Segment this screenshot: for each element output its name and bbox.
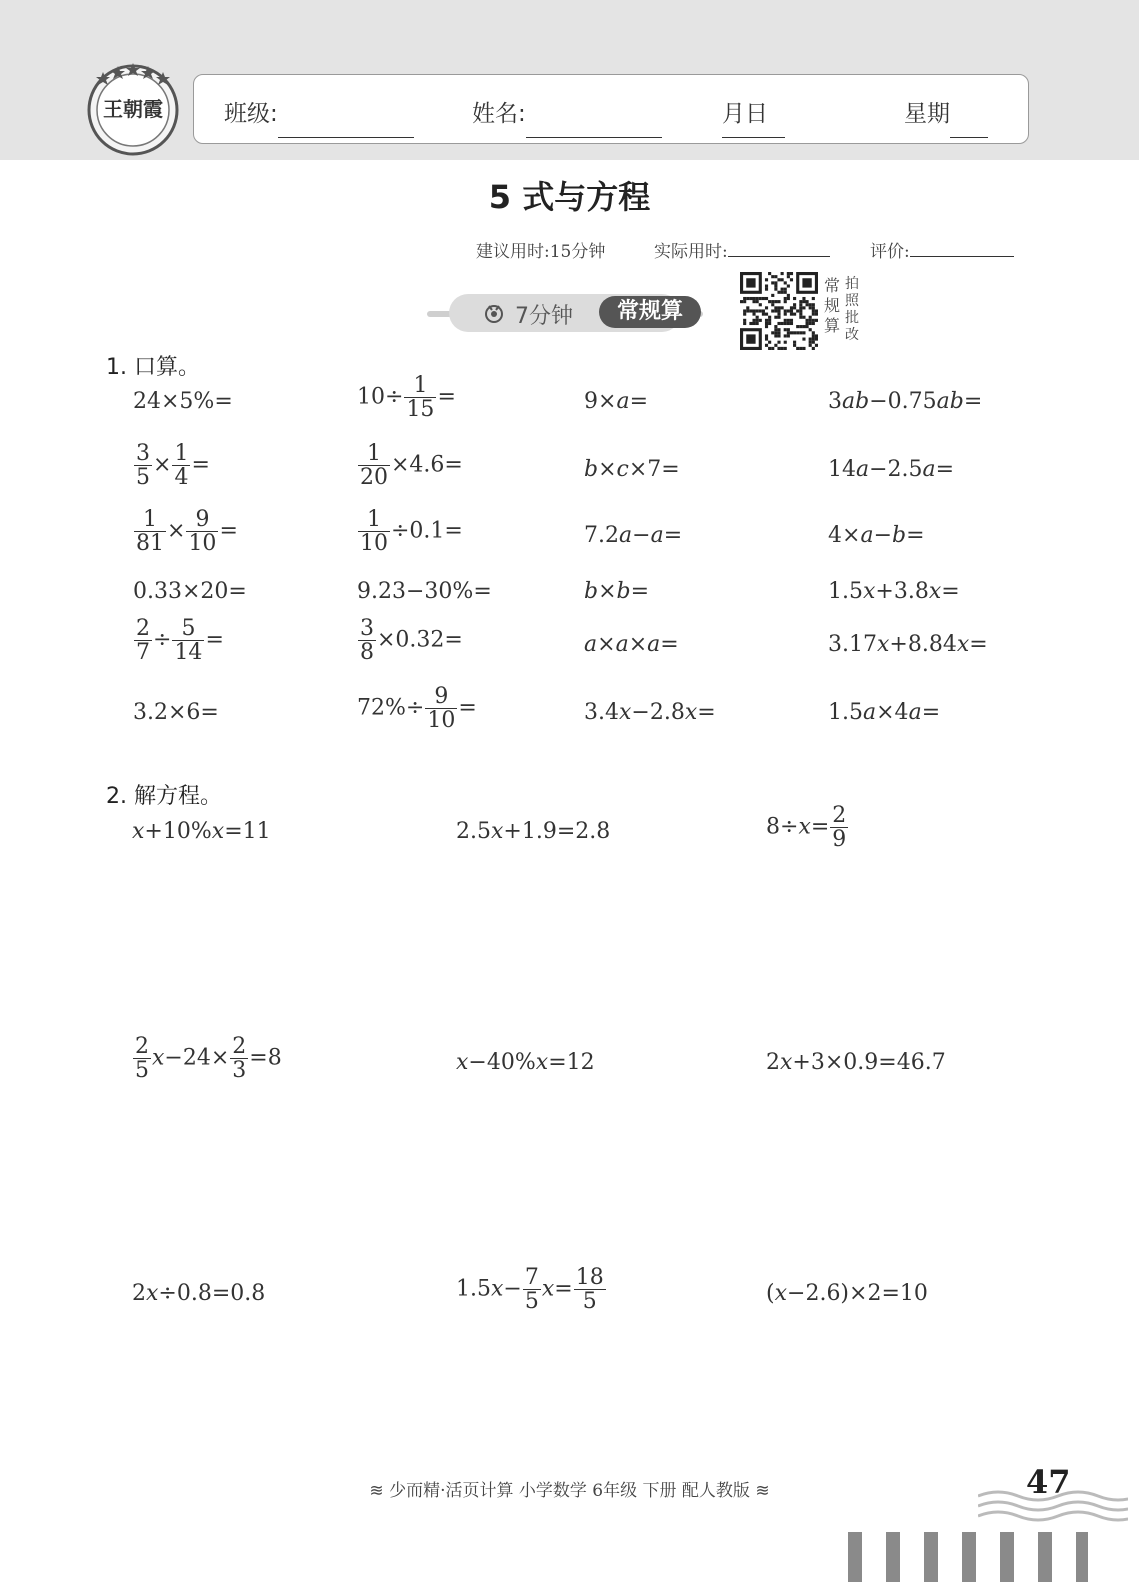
oral-calc-item-5: $\frac{3}{5}$ × $\frac{1}{4}$ = xyxy=(136,441,210,491)
oral-calc-item-7: b×c×7= xyxy=(584,457,680,482)
qr-side-text-1: 常规算 xyxy=(824,276,841,335)
section-1-heading: 1. 口算。 xyxy=(106,355,200,380)
oral-calc-item-12: 4×a−b= xyxy=(828,523,925,548)
class-label: 班级: xyxy=(224,101,278,127)
oral-calc-item-22: 72%÷ $\frac{9}{10}$ = xyxy=(357,684,477,734)
oral-calc-item-6: $\frac{1}{20}$ ×4.6= xyxy=(360,441,463,491)
edge-stripe xyxy=(1076,1532,1088,1582)
oral-calc-item-4: 3ab−0.75ab= xyxy=(828,389,983,414)
edge-stripes xyxy=(848,1532,1088,1582)
oral-calc-item-18: $\frac{3}{8}$ ×0.32= xyxy=(360,616,463,666)
section-2-heading: 2. 解方程。 xyxy=(106,784,222,809)
oral-calc-item-1: 24×5%= xyxy=(133,389,233,414)
oral-calc-item-11: 7.2a−a= xyxy=(584,523,683,548)
weekday-label: 星期 xyxy=(904,101,950,127)
equation-item-1: x+10%x=11 xyxy=(132,819,271,844)
equation-item-8: 1.5x− $\frac{7}{5}$ x= $\frac{18}{5}$ xyxy=(456,1265,604,1315)
edge-stripe xyxy=(848,1532,862,1582)
page-title: 5 式与方程 xyxy=(488,178,651,216)
oral-calc-item-10: $\frac{1}{10}$ ÷0.1= xyxy=(360,507,463,557)
oral-calc-item-13: 0.33×20= xyxy=(133,579,247,604)
qr-code[interactable] xyxy=(740,272,818,350)
rating-field[interactable] xyxy=(910,238,1014,257)
equation-item-3: 8÷x= $\frac{2}{9}$ xyxy=(766,803,847,853)
oral-calc-item-20: 3.17x+8.84x= xyxy=(828,632,988,657)
month-label: 月 xyxy=(722,101,745,127)
oral-calc-item-24: 1.5a×4a= xyxy=(828,700,941,725)
actual-time-label: 实际用时: xyxy=(654,242,728,262)
badge-tag: 常规算 xyxy=(599,296,701,328)
edge-stripe xyxy=(962,1532,976,1582)
suggested-time: 建议用时:15分钟 xyxy=(476,242,606,262)
footer xyxy=(0,1476,1139,1501)
oral-calc-item-8: 14a−2.5a= xyxy=(828,457,955,482)
rating-label: 评价: xyxy=(870,242,910,262)
equation-item-5: x−40%x=12 xyxy=(456,1050,595,1075)
oral-calc-item-17: $\frac{2}{7}$ ÷ $\frac{5}{14}$ = xyxy=(136,616,224,666)
edge-stripe xyxy=(886,1532,900,1582)
oral-calc-item-21: 3.2×6= xyxy=(133,700,219,725)
equation-item-6: 2x+3×0.9=46.7 xyxy=(766,1050,946,1075)
edge-stripe xyxy=(924,1532,938,1582)
publisher-logo xyxy=(85,60,181,156)
oral-calc-item-14: 9.23−30%= xyxy=(357,579,492,604)
day-label: 日 xyxy=(745,101,768,127)
wave-icon-left: ≋ xyxy=(369,1481,384,1501)
section-badge xyxy=(427,294,703,334)
medal-icon xyxy=(483,302,505,324)
equation-item-2: 2.5x+1.9=2.8 xyxy=(456,819,611,844)
oral-calc-item-19: a×a×a= xyxy=(584,632,679,657)
svg-text:王朝霞: 王朝霞 xyxy=(103,97,163,121)
oral-calc-item-23: 3.4x−2.8x= xyxy=(584,700,716,725)
wave-decoration xyxy=(978,1486,1128,1522)
student-info-box xyxy=(193,74,1029,144)
actual-time-field[interactable] xyxy=(728,238,830,257)
oral-calc-item-2: 10÷ $\frac{1}{15}$ = xyxy=(357,373,456,423)
equation-item-4: $\frac{2}{5}$ x−24× $\frac{2}{3}$ =8 xyxy=(135,1034,282,1084)
oral-calc-item-15: b×b= xyxy=(584,579,650,604)
footer-text: 少而精·活页计算 小学数学 6年级 下册 配人教版 xyxy=(389,1481,750,1501)
edge-stripe xyxy=(1038,1532,1052,1582)
oral-calc-item-9: $\frac{1}{81}$ × $\frac{9}{10}$ = xyxy=(136,507,238,557)
weekday-field[interactable] xyxy=(950,115,988,138)
page-number: 47 xyxy=(1026,1463,1071,1501)
oral-calc-item-3: 9×a= xyxy=(584,389,648,414)
equation-item-9: (x−2.6)×2=10 xyxy=(766,1281,928,1306)
name-label: 姓名: xyxy=(472,101,526,127)
oral-calc-item-16: 1.5x+3.8x= xyxy=(828,579,960,604)
wave-icon-right: ≋ xyxy=(755,1481,770,1501)
qr-side-text-2: 拍照批改 xyxy=(845,276,859,343)
day-field[interactable] xyxy=(745,115,785,138)
badge-time: 7分钟 xyxy=(515,304,573,329)
badge-pill xyxy=(449,294,681,332)
name-field[interactable] xyxy=(526,115,662,138)
equation-item-7: 2x÷0.8=0.8 xyxy=(132,1281,266,1306)
edge-stripe xyxy=(1000,1532,1014,1582)
class-field[interactable] xyxy=(278,115,414,138)
